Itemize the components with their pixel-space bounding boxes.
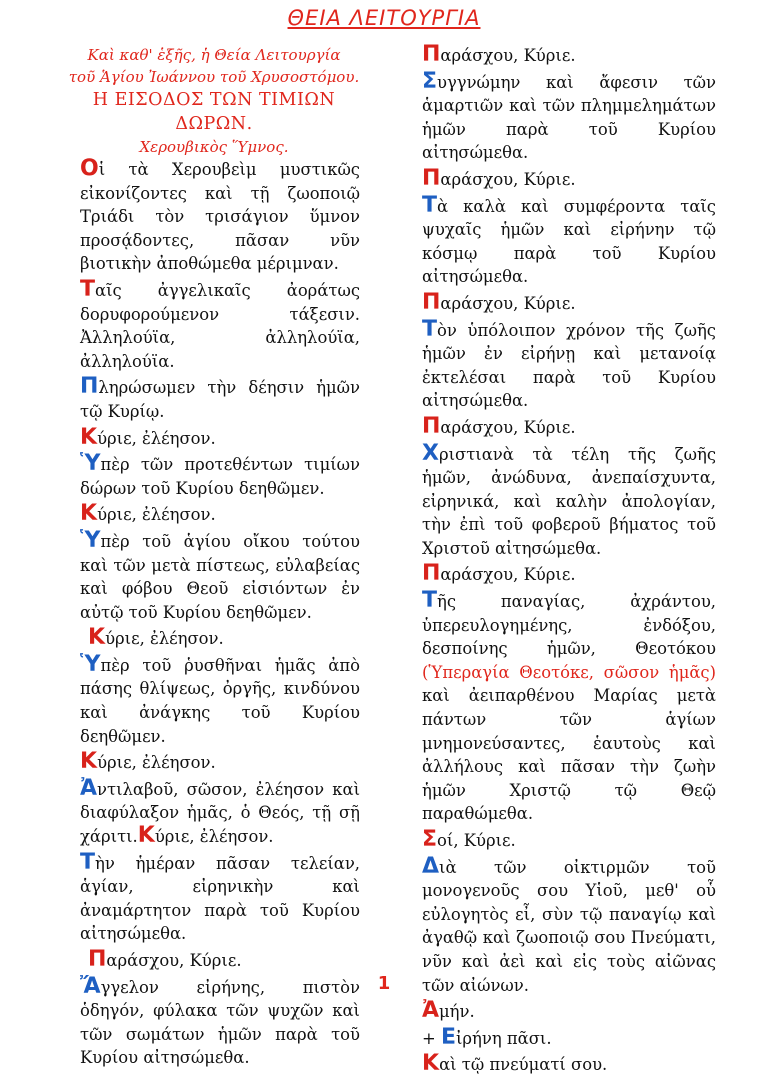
drop-initial: Κ [80,424,98,450]
drop-initial: Ἀ [422,998,440,1024]
response-line: Παράσχου, Κύριε. [422,289,576,315]
paragraph: Ὑπὲρ τοῦ ῥυσθῆναι ἡμᾶς ἀπὸ πάσης θλίψεως, ὀργῆς, κινδύνου καὶ ἀνάγκης τοῦ Κυρίου δεηθῶμεν. [80,651,360,746]
paragraph: Ὑπὲρ τοῦ ἁγίου οἴκου τούτου καὶ τῶν μετὰ πίστεως, εὐλαβείας καὶ φόβου Θεοῦ εἰσιόντων ἐν αὐτῷ τοῦ Κυρίου δεηθῶμεν. [80,527,360,622]
section-heading-2: ΔΩΡΩΝ. [175,114,253,134]
response-line: + Εἰρήνη πᾶσι. [422,1024,552,1050]
drop-initial: Τ [80,276,96,302]
section-heading-1: Η ΕΙΣΟΔΟΣ ΤΩΝ ΤΙΜΙΩΝ [92,90,336,110]
drop-initial: Ἄ [80,973,101,999]
left-column [68,44,360,1073]
drop-initial: Χ [422,440,439,466]
response-line: Κύριε, ἐλέησον. [88,625,224,651]
paragraph: Ταῖς ἀγγελικαῖς ἀοράτως δορυφορούμενον τάξεσιν. Ἀλληλούϊα, ἀλληλούϊα, ἀλληλούϊα. [80,276,360,371]
drop-initial: Ὑ [80,451,101,477]
drop-initial: Ὑ [80,651,101,677]
drop-initial: Ο [80,156,99,181]
paragraph: Οἱ τὰ Χερουβεὶμ μυστικῶς εἰκονίζοντες καὶ τῇ ζωοποιῷ Τριάδι τὸν τρισάγιον ὕμνον προσᾴδοντες, πᾶσαν νῦν βιοτικὴν ἀποθώμεθα μέριμναν. [80,156,360,274]
drop-initial: Π [80,374,99,400]
rubric-heading-1: Καὶ καθ' ἑξῆς, ἡ Θεία Λειτουργία [87,46,341,64]
drop-initial: Π [422,42,441,67]
paragraph: Τὴν ἡμέραν πᾶσαν τελείαν, ἁγίαν, εἰρηνικὴν καὶ ἀναμάρτητον παρὰ τοῦ Κυρίου αἰτησώμεθα. [80,849,360,944]
response-line: Καὶ τῷ πνεύματί σου. [422,1051,608,1077]
paragraph: Συγγνώμην καὶ ἄφεσιν τῶν ἁμαρτιῶν καὶ τῶν πλημμελημάτων ἡμῶν παρὰ τοῦ Κυρίου αἰτησώμεθα. [422,68,716,163]
paragraph: Πληρώσωμεν τὴν δέησιν ἡμῶν τῷ Κυρίῳ. [80,374,360,421]
response-line: Παράσχου, Κύριε. [422,561,576,587]
page-number: 1 [377,973,391,994]
drop-initial: Π [422,413,441,439]
paragraph: Ἀντιλαβοῦ, σῶσον, ἐλέησον καὶ διαφύλαξον ἡμᾶς, ὁ Θεός, τῇ σῇ χάριτι.Κύριε, ἐλέησον. [80,775,360,849]
drop-initial: Π [422,561,441,587]
rubric-heading-2: τοῦ Ἁγίου Ἰωάννου τοῦ Χρυσοστόμου. [68,68,360,86]
paragraph: Τῆς παναγίας, ἀχράντου, ὑπερευλογημένης, ἐνδόξου, δεσποίνης ἡμῶν, Θεοτόκου (Ὑπεραγία Θεοτόκε, σῶσον ἡμᾶς) καὶ ἀειπαρθένου Μαρίας μετὰ πάντων τῶν ἁγίων μνημονεύσαντες, ἑαυτοὺς καὶ ἀλλήλους καὶ πᾶσαν τὴν ζωὴν ἡμῶν Χριστῷ τῷ Θεῷ παραθώμεθα. [422,588,716,824]
hymn-subheading: Χερουβικὸς Ὕμνος. [139,138,289,156]
drop-initial: Τ [422,192,438,218]
response-line: Κύριε, ἐλέησον. [80,749,216,775]
paragraph: Χριστιανὰ τὰ τέλη τῆς ζωῆς ἡμῶν, ἀνώδυνα, ἀνεπαίσχυντα, εἰρηνικά, καὶ καλὴν ἀπολογίαν, τὴν ἐπὶ τοῦ φοβεροῦ βήματος τοῦ Χριστοῦ αἰτησώμεθα. [422,440,716,558]
paragraph: Τὰ καλὰ καὶ συμφέροντα ταῖς ψυχαῖς ἡμῶν καὶ εἰρήνην τῷ κόσμῳ παρὰ τοῦ Κυρίου αἰτησώμεθα. [422,192,716,287]
paragraph: Τὸν ὑπόλοιπον χρόνον τῆς ζωῆς ἡμῶν ἐν εἰρήνῃ καὶ μετανοίᾳ ἐκτελέσαι παρὰ τοῦ Κυρίου αἰτησώμεθα. [422,316,716,411]
drop-initial: Κ [137,823,155,849]
drop-initial: Σ [422,68,438,94]
drop-initial: Π [422,165,441,191]
drop-initial: Τ [422,588,438,614]
rubric-red-text: (Ὑπεραγία Θεοτόκε, σῶσον ἡμᾶς) [422,662,716,682]
drop-initial: Τ [422,316,438,342]
response-line: Ἀμήν. [422,998,475,1024]
response-line: Κύριε, ἐλέησον. [80,424,216,450]
response-line: Κύριε, ἐλέησον. [80,501,216,527]
drop-initial: Κ [80,749,98,775]
paragraph: Διὰ τῶν οἰκτιρμῶν τοῦ μονογενοῦς σου Υἱοῦ, μεθ' οὗ εὐλογητὸς εἶ, σὺν τῷ παναγίῳ καὶ ἀγαθῷ καὶ ζωοποιῷ σου Πνεύματι, νῦν καὶ ἀεὶ καὶ εἰς τοὺς αἰῶνας τῶν αἰώνων. [422,853,716,995]
drop-initial: Δ [422,853,440,879]
paragraph: Ὑπὲρ τῶν προτεθέντων τιμίων δώρων τοῦ Κυρίου δεηθῶμεν. [80,451,360,498]
drop-initial: Π [422,289,441,315]
drop-initial: Π [88,947,107,972]
page-title: ΘΕΙΑ ΛΕΙΤΟΥΡΓΙΑ [287,6,481,30]
drop-initial: Ε [440,1024,456,1050]
response-line: Σοί, Κύριε. [422,827,516,852]
drop-initial: Κ [80,501,98,527]
drop-initial: Σ [422,827,438,852]
drop-initial: Κ [422,1051,440,1077]
right-column [410,44,716,1080]
response-line: Παράσχου, Κύριε. [422,42,576,67]
response-line: Παράσχου, Κύριε. [88,947,242,972]
drop-initial: Τ [80,849,96,875]
response-line: Παράσχου, Κύριε. [422,413,576,439]
response-line: Παράσχου, Κύριε. [422,165,576,191]
drop-initial: Κ [88,625,106,651]
paragraph: Ἄγγελον εἰρήνης, πιστὸν ὁδηγόν, φύλακα τῶν ψυχῶν καὶ τῶν σωμάτων ἡμῶν παρὰ τοῦ Κυρίου αἰτησώμεθα. [80,973,360,1068]
cross-icon: + [422,1028,441,1048]
drop-initial: Ἀ [80,775,98,801]
drop-initial: Ὑ [80,527,101,553]
